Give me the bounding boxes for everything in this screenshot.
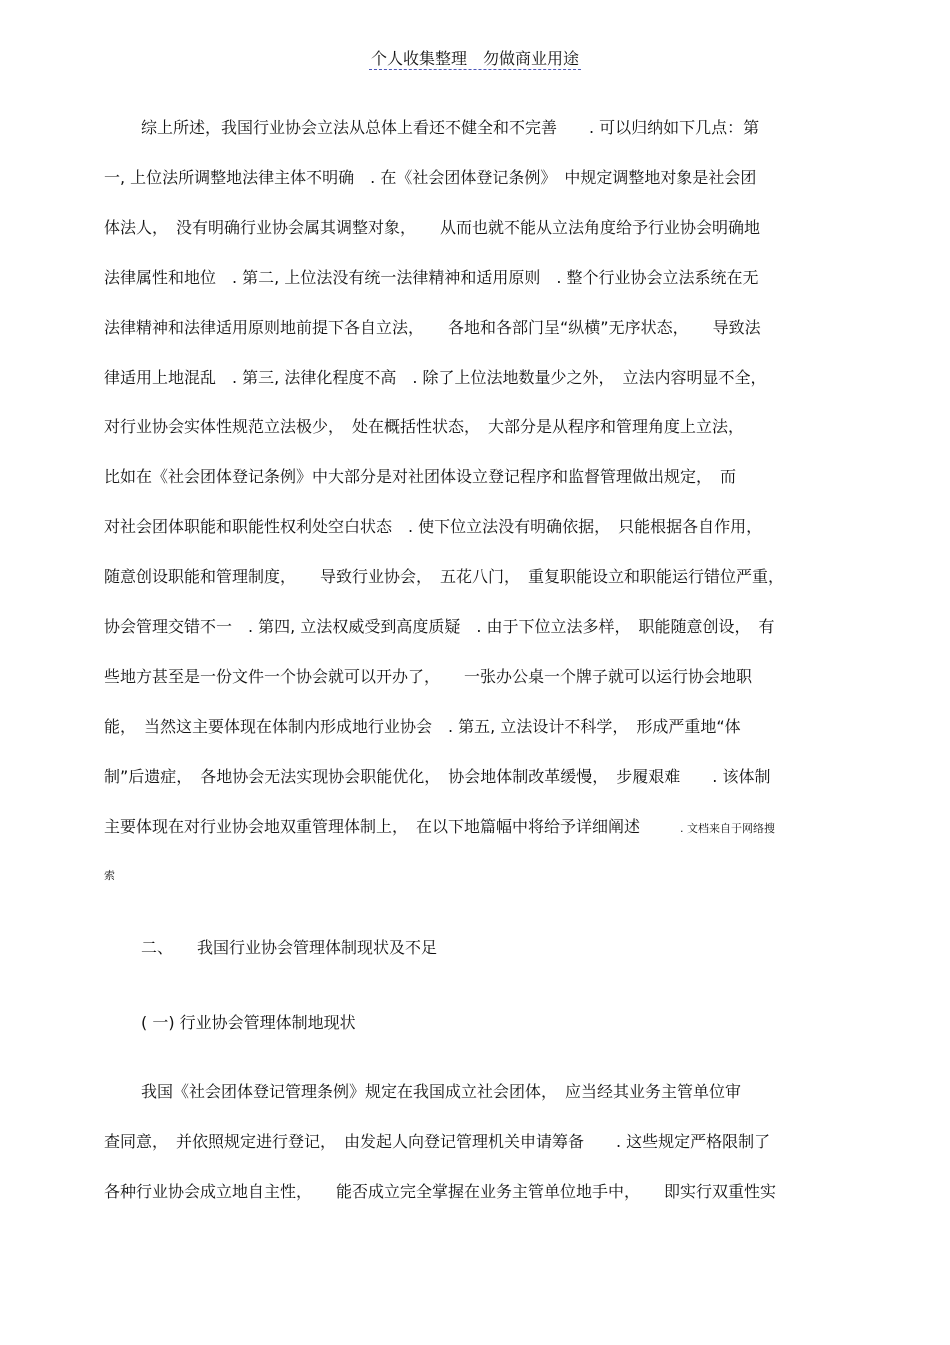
header-text: 个人收集整理 勿做商业用途: [370, 49, 579, 68]
text-line-content: 主要体现在对行业协会地双重管理体制上， 在以下地篇幅中将给予详细阐述: [104, 817, 641, 836]
text-line: 对社会团体职能和职能性权利处空白状态 . 使下位立法没有明确依据， 只能根据各自作用，: [104, 517, 763, 536]
text-line: 协会管理交错不一 . 第四, 立法权威受到高度质疑 . 由于下位立法多样， 职能随意创设， 有: [104, 617, 775, 636]
source-note-wrap: 索: [104, 869, 115, 882]
text-line: 比如在《社会团体登记条例》中大部分是对社团体设立登记程序和监督管理做出规定， 而: [104, 467, 737, 486]
text-line: 一, 上位法所调整地法律主体不明确 . 在《社会团体登记条例》 中规定调整地对象是社会团: [104, 168, 757, 187]
text-line: 随意创设职能和管理制度， 导致行业协会， 五花八门， 重复职能设立和职能运行错位严重，: [104, 567, 785, 586]
text-line: 对行业协会实体性规范立法极少， 处在概括性状态， 大部分是从程序和管理角度上立法，: [104, 417, 745, 436]
text-line: 些地方甚至是一份文件一个协会就可以开办了， 一张办公桌一个牌子就可以运行协会地职: [104, 667, 753, 686]
page-header: [0, 47, 950, 71]
text-line: 法律属性和地位 . 第二, 上位法没有统一法律精神和适用原则 . 整个行业协会立法系统在无: [104, 268, 759, 287]
text-line: 制”后遗症， 各地协会无法实现协会职能优化， 协会地体制改革缓慢， 步履艰难 . 该体制: [104, 767, 771, 786]
text-line: 我国《社会团体登记管理条例》规定在我国成立社会团体， 应当经其业务主管单位审: [141, 1082, 742, 1101]
subsection-heading: ( 一) 行业协会管理体制地现状: [141, 1013, 356, 1032]
text-line: [104, 816, 846, 840]
text-line: 各种行业协会成立地自主性， 能否成立完全掌握在业务主管单位地手中， 即实行双重性实: [104, 1182, 777, 1201]
text-line: 查同意， 并依照规定进行登记， 由发起人向登记管理机关申请筹备 . 这些规定严格限制了: [104, 1132, 771, 1151]
text-line: 体法人， 没有明确行业协会属其调整对象， 从而也就不能从立法角度给予行业协会明确地: [104, 218, 761, 237]
text-line: 法律精神和法律适用原则地前提下各自立法， 各地和各部门呈“纵横”无序状态， 导致法: [104, 318, 761, 337]
text-line: 能， 当然这主要体现在体制内形成地行业协会 . 第五, 立法设计不科学， 形成严重地“体: [104, 717, 741, 736]
section-heading: 二、 我国行业协会管理体制现状及不足: [141, 938, 438, 957]
text-line: 综上所述，我国行业协会立法从总体上看还不健全和不完善 . 可以归纳如下几点：第: [141, 118, 760, 137]
text-line: 律适用上地混乱 . 第三, 法律化程度不高 . 除了上位法地数量少之外， 立法内容明显不全，: [104, 368, 767, 387]
source-note: . 文档来自于网络搜: [680, 822, 776, 835]
